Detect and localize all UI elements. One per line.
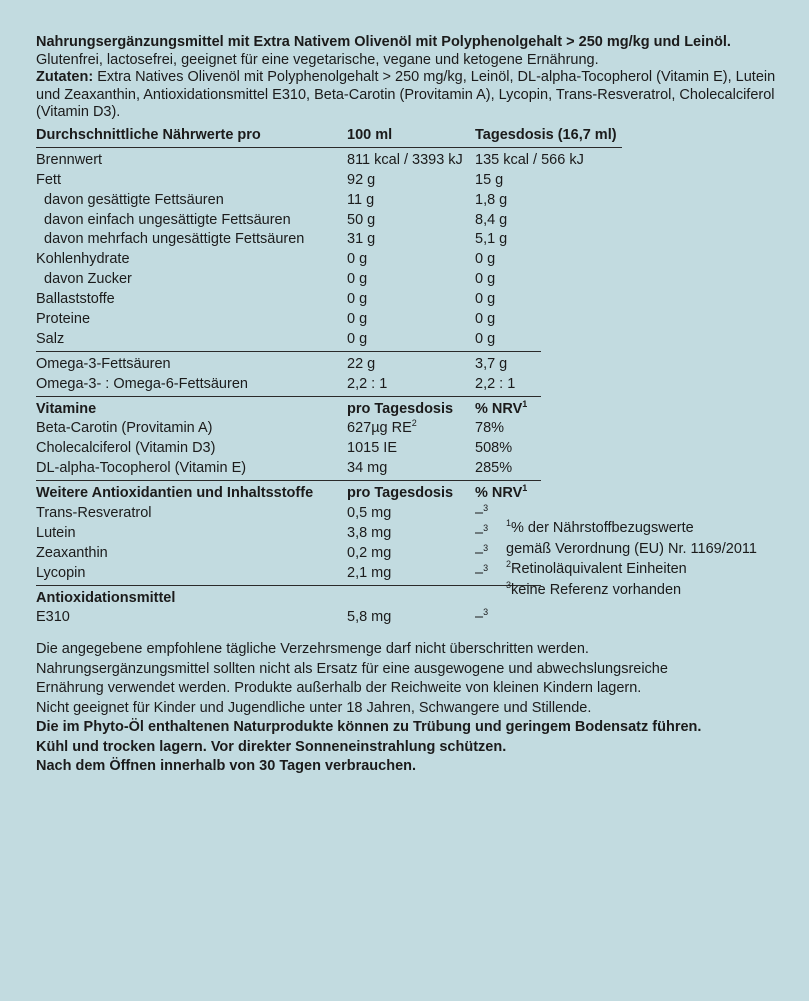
row-value: 0,2 mg bbox=[347, 544, 392, 561]
row-value: 5,1 g bbox=[475, 231, 508, 248]
row-value: 0 g bbox=[475, 271, 496, 288]
antioxidants-title: Weitere Antioxidantien und Inhaltsstoffe bbox=[36, 485, 314, 502]
row-value: 285% bbox=[475, 460, 513, 477]
footnote-text: keine Referenz vorhanden bbox=[511, 581, 682, 598]
row-label: Brennwert bbox=[36, 151, 103, 168]
row-value: 0 g bbox=[475, 330, 496, 347]
row-label: Kohlenhydrate bbox=[36, 251, 130, 268]
row-label: Trans-Resveratrol bbox=[36, 505, 152, 522]
row-value bbox=[475, 504, 488, 524]
row-value: 0 g bbox=[347, 311, 368, 328]
row-value: 50 g bbox=[347, 211, 376, 228]
vitamins-per-dose: pro Tagesdosis bbox=[347, 400, 454, 417]
table-row bbox=[36, 290, 622, 310]
row-label: Zeaxanthin bbox=[36, 544, 108, 561]
divider bbox=[36, 351, 541, 352]
divider bbox=[36, 585, 541, 586]
ingredients bbox=[36, 69, 776, 122]
antioxidants-header bbox=[36, 484, 622, 504]
footnote-text: gemäß Verordnung (EU) Nr. 1169/2011 bbox=[506, 540, 757, 557]
row-label: davon Zucker bbox=[44, 271, 132, 288]
value-text: 627µg RE bbox=[347, 420, 412, 437]
table-row bbox=[36, 419, 622, 439]
row-label: DL-alpha-Tocopherol (Vitamin E) bbox=[36, 460, 247, 477]
row-value: 8,4 g bbox=[475, 211, 508, 228]
header-per-dose: Tagesdosis (16,7 ml) bbox=[475, 127, 617, 143]
notice-line: Ernährung verwendet werden. Produkte außerhalb der Reichweite von kleinen Kindern lagern. bbox=[36, 680, 642, 696]
vitamins-nrv bbox=[475, 400, 527, 420]
footnote-mark: 3 bbox=[483, 503, 489, 514]
table-row bbox=[36, 151, 622, 171]
footnote bbox=[506, 518, 757, 539]
notice-line: Nahrungsergänzungsmittel sollten nicht als Ersatz für eine ausgewogene und abwechslungsreiche bbox=[36, 660, 668, 677]
row-value: 0 g bbox=[475, 251, 496, 268]
row-value: 0 g bbox=[475, 311, 496, 328]
nrv-label: % NRV bbox=[475, 485, 523, 502]
table-row bbox=[36, 375, 622, 395]
header-per-100ml: 100 ml bbox=[347, 127, 393, 143]
footnote-mark: 3 bbox=[506, 579, 512, 590]
row-label: Lutein bbox=[36, 524, 76, 541]
row-value: 31 g bbox=[347, 231, 376, 248]
row-label: Salz bbox=[36, 330, 65, 347]
ingredients-label: Zutaten: bbox=[36, 69, 94, 85]
nrv-label: % NRV bbox=[475, 400, 523, 417]
row-value: 811 kcal / 3393 kJ bbox=[347, 151, 463, 168]
antioxidants-per-dose: pro Tagesdosis bbox=[347, 485, 454, 502]
row-label: davon einfach ungesättigte Fettsäuren bbox=[44, 211, 291, 228]
row-value: 22 g bbox=[347, 355, 376, 372]
footnote-mark: 1 bbox=[522, 483, 528, 494]
row-value: 0 g bbox=[347, 330, 368, 347]
product-headline: Nahrungsergänzungsmittel mit Extra Nativem Olivenöl mit Polyphenolgehalt > 250 mg/kg und Leinöl. bbox=[36, 34, 731, 50]
row-label: Beta-Carotin (Provitamin A) bbox=[36, 420, 213, 437]
footnote-mark: 2 bbox=[506, 559, 512, 570]
row-label: Omega-3-Fettsäuren bbox=[36, 355, 171, 372]
row-label: Ballaststoffe bbox=[36, 291, 115, 308]
row-value: 0 g bbox=[475, 291, 496, 308]
footnote-mark: 3 bbox=[483, 607, 489, 618]
row-label: Cholecalciferol (Vitamin D3) bbox=[36, 440, 216, 457]
table-row bbox=[36, 608, 622, 628]
footnote-mark: 2 bbox=[411, 418, 417, 429]
footnote bbox=[506, 539, 757, 560]
row-value: 2,2 : 1 bbox=[475, 375, 516, 392]
nutrition-rows bbox=[36, 151, 622, 350]
row-value: 15 g bbox=[475, 171, 504, 188]
row-value: 0,5 mg bbox=[347, 505, 392, 522]
row-value: 0 g bbox=[347, 271, 368, 288]
footnote-mark: 1 bbox=[522, 398, 528, 409]
value-text: – bbox=[475, 609, 484, 626]
row-value: 508% bbox=[475, 440, 513, 457]
antioxidation-agent-title: Antioxidationsmittel bbox=[36, 589, 176, 606]
row-value bbox=[475, 564, 488, 584]
footnote-mark: 3 bbox=[483, 542, 489, 553]
row-label: davon gesättigte Fettsäuren bbox=[44, 191, 224, 208]
table-row bbox=[36, 439, 622, 459]
footnotes bbox=[506, 518, 757, 600]
table-row bbox=[36, 355, 622, 375]
row-value: 3,8 mg bbox=[347, 524, 392, 541]
row-value: 5,8 mg bbox=[347, 609, 392, 626]
footnote-mark: 3 bbox=[483, 562, 489, 573]
row-value: 3,7 g bbox=[475, 355, 508, 372]
closing-notes bbox=[36, 640, 776, 777]
table-row bbox=[36, 191, 622, 211]
row-label: davon mehrfach ungesättigte Fettsäuren bbox=[44, 231, 305, 248]
row-value: 1,8 g bbox=[475, 191, 508, 208]
vitamins-title: Vitamine bbox=[36, 400, 97, 417]
table-row bbox=[36, 211, 622, 231]
footnote-text: Retinoläquivalent Einheiten bbox=[511, 561, 687, 577]
row-value bbox=[475, 524, 488, 544]
row-value: 1015 IE bbox=[347, 440, 397, 457]
row-label: Omega-3- : Omega-6-Fettsäuren bbox=[36, 375, 248, 392]
value-text: – bbox=[475, 505, 484, 522]
notice-line: Die angegebene empfohlene tägliche Verzehrsmenge darf nicht überschritten werden. bbox=[36, 641, 589, 657]
row-label: E310 bbox=[36, 609, 70, 626]
row-value: 11 g bbox=[347, 191, 375, 208]
row-value: 78% bbox=[475, 420, 505, 437]
row-value: 0 g bbox=[347, 291, 368, 308]
footnote bbox=[506, 580, 757, 601]
row-value bbox=[347, 419, 417, 439]
ingredients-text: Extra Natives Olivenöl mit Polyphenolgehalt > 250 mg/kg, Leinöl, DL-alpha-Tocopherol (Vitamin E), Lutein und Zeaxanthin, Antioxidationsmittel E310, Beta-Carotin (Provitamin A), Lycopin, Trans-Resveratrol, Cholecalciferol (Vitamin D3). bbox=[36, 69, 776, 120]
nutrition-header bbox=[36, 126, 622, 146]
row-value bbox=[475, 544, 488, 564]
value-text: – bbox=[475, 544, 484, 561]
row-label: Lycopin bbox=[36, 564, 86, 581]
intro-block bbox=[36, 34, 776, 122]
table-row bbox=[36, 310, 622, 330]
divider bbox=[36, 480, 541, 481]
row-value: 2,2 : 1 bbox=[347, 375, 388, 392]
storage-line: Kühl und trocken lagern. Vor direkter Sonneneinstrahlung schützen. bbox=[36, 738, 507, 755]
storage-line: Nach dem Öffnen innerhalb von 30 Tagen verbrauchen. bbox=[36, 758, 417, 774]
notice-line: Nicht geeignet für Kinder und Jugendliche unter 18 Jahren, Schwangere und Stillende. bbox=[36, 699, 592, 716]
row-value: 135 kcal / 566 kJ bbox=[475, 151, 584, 168]
table-row bbox=[36, 230, 622, 250]
header-label: Durchschnittliche Nährwerte pro bbox=[36, 127, 261, 143]
row-value: 0 g bbox=[347, 251, 368, 268]
row-value: 34 mg bbox=[347, 460, 388, 477]
footnote-text: % der Nährstoffbezugswerte bbox=[511, 520, 694, 536]
row-label: Fett bbox=[36, 171, 61, 188]
divider bbox=[36, 396, 541, 397]
row-label: Proteine bbox=[36, 311, 91, 328]
row-value: 2,1 mg bbox=[347, 564, 392, 581]
footnote-mark: 3 bbox=[483, 523, 489, 534]
footnote-mark: 1 bbox=[506, 518, 512, 529]
value-text: – bbox=[475, 524, 484, 541]
row-value: 92 g bbox=[347, 171, 376, 188]
vitamins-header bbox=[36, 400, 622, 420]
table-row bbox=[36, 270, 622, 290]
row-value bbox=[475, 608, 488, 628]
table-row bbox=[36, 171, 622, 191]
divider bbox=[36, 147, 622, 148]
footnote bbox=[506, 559, 757, 580]
table-row bbox=[36, 250, 622, 270]
table-row bbox=[36, 330, 622, 350]
storage-line: Die im Phyto-Öl enthaltenen Naturprodukte können zu Trübung und geringem Bodensatz führen. bbox=[36, 719, 702, 735]
dietary-info: Glutenfrei, lactosefrei, geeignet für eine vegetarische, vegane und ketogene Ernährung. bbox=[36, 51, 599, 68]
antioxidants-nrv bbox=[475, 484, 527, 504]
table-row bbox=[36, 459, 622, 479]
value-text: – bbox=[475, 564, 484, 581]
